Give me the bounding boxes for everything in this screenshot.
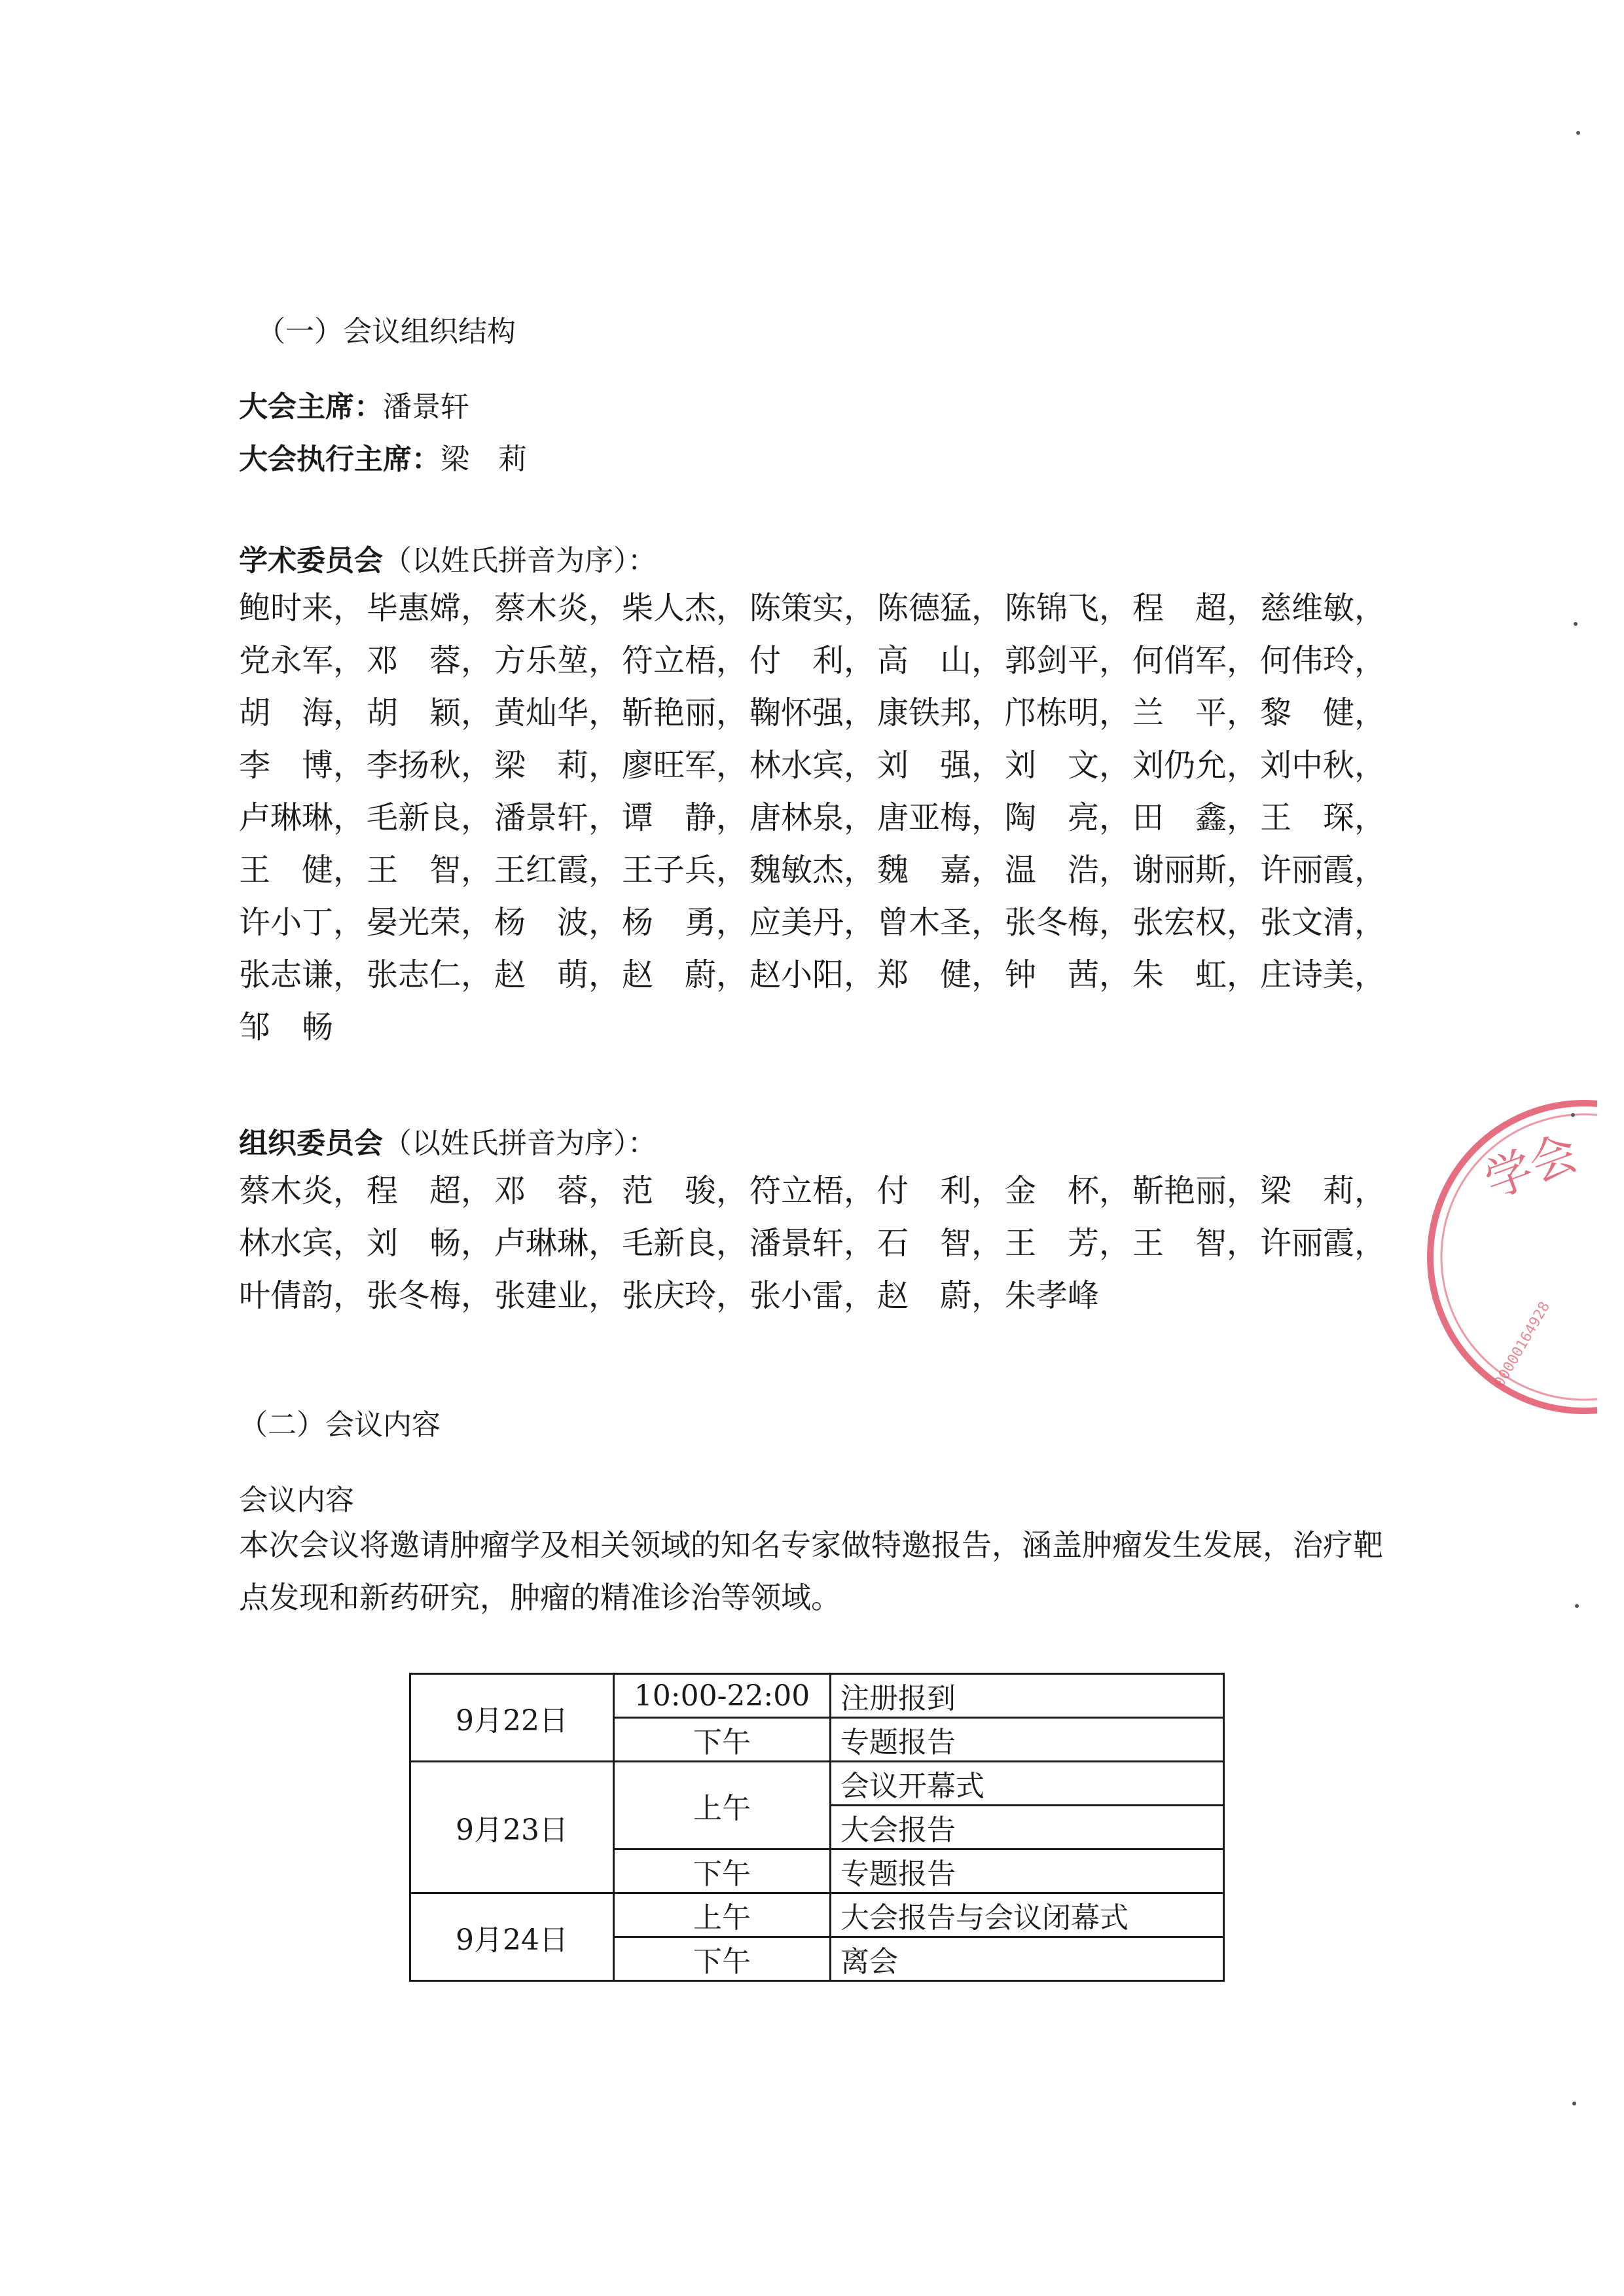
committee-member: 邓 蓉， xyxy=(494,1173,621,1209)
committee-member: 张宏权， xyxy=(1132,904,1259,941)
chair-line xyxy=(239,383,469,425)
committee-member: 赵 蔚， xyxy=(877,1277,1003,1314)
time-cell: 下午 xyxy=(614,1850,831,1893)
item-cell: 离会 xyxy=(831,1937,1224,1981)
committee-member: 卢琳琳， xyxy=(494,1225,621,1262)
committee-member: 陈策实， xyxy=(749,590,876,627)
committee-member: 毕惠嫦， xyxy=(367,590,493,627)
committee-member: 杨 勇， xyxy=(622,904,748,941)
committee-member: 程 超， xyxy=(367,1173,493,1209)
committee-member: 邝栋明， xyxy=(1005,695,1131,731)
scan-speck xyxy=(1574,622,1578,626)
date-cell: 9月24日 xyxy=(410,1893,614,1981)
committee-member: 张庆玲， xyxy=(622,1277,748,1314)
section1-title: （一）会议组织结构 xyxy=(257,315,516,348)
item-cell: 会议开幕式 xyxy=(831,1762,1224,1806)
committee-member: 李 博， xyxy=(239,747,365,784)
committee-member: 石 智， xyxy=(877,1225,1003,1262)
committee-member: 何俏军， xyxy=(1132,642,1259,679)
committee-member: 蔡木炎， xyxy=(494,590,621,627)
committee-member: 谭 静， xyxy=(622,799,748,836)
official-seal xyxy=(1388,1087,1597,1440)
committee-member: 唐林泉， xyxy=(749,799,876,836)
committee-member: 符立梧， xyxy=(749,1173,876,1209)
committee-member: 金 杯， xyxy=(1005,1173,1131,1209)
committee-member: 潘景轩， xyxy=(494,799,621,836)
item-cell: 大会报告与会议闭幕式 xyxy=(831,1893,1224,1937)
committee-member: 慈维敏， xyxy=(1260,590,1386,627)
committee-member: 叶倩韵， xyxy=(239,1277,365,1314)
item-cell: 专题报告 xyxy=(831,1850,1224,1893)
table-row xyxy=(410,1674,1224,1718)
committee-member: 高 山， xyxy=(877,642,1003,679)
committee-member: 曾木圣， xyxy=(877,904,1003,941)
committee-member: 黎 健， xyxy=(1260,695,1386,731)
organizing-committee-label: 组织委员会 xyxy=(239,1127,383,1160)
committee-member: 张冬梅， xyxy=(367,1277,493,1314)
committee-member: 王 智， xyxy=(367,852,493,888)
committee-member: 毛新良， xyxy=(367,799,493,836)
committee-member: 程 超， xyxy=(1132,590,1259,627)
committee-member: 廖旺军， xyxy=(622,747,748,784)
committee-member: 王 健， xyxy=(239,852,365,888)
committee-member: 许丽霞， xyxy=(1260,1225,1386,1262)
committee-member: 张志谦， xyxy=(239,957,365,993)
committee-member: 毛新良， xyxy=(622,1225,748,1262)
committee-member: 郑 健， xyxy=(877,957,1003,993)
time-cell: 下午 xyxy=(614,1718,831,1762)
committee-member: 林水宾， xyxy=(239,1225,365,1262)
committee-member: 郭剑平， xyxy=(1005,642,1131,679)
committee-member: 田 鑫， xyxy=(1132,799,1259,836)
committee-member: 刘 文， xyxy=(1005,747,1131,784)
committee-member: 晏光荣， xyxy=(367,904,493,941)
organizing-committee-title xyxy=(239,1120,657,1161)
section2-title: （二）会议内容 xyxy=(239,1408,441,1442)
committee-member: 蔡木炎， xyxy=(239,1173,365,1209)
exec-chair-label: 大会执行主席： xyxy=(239,443,441,476)
committee-member: 鞠怀强， xyxy=(749,695,876,731)
committee-member: 柴人杰， xyxy=(622,590,748,627)
scan-speck xyxy=(1575,1604,1579,1608)
committee-member: 唐亚梅， xyxy=(877,799,1003,836)
committee-member: 胡 海， xyxy=(239,695,365,731)
committee-member: 梁 莉， xyxy=(494,747,621,784)
committee-member: 胡 颖， xyxy=(367,695,493,731)
item-cell: 专题报告 xyxy=(831,1718,1224,1762)
seal-text: 学会 xyxy=(1477,1124,1585,1209)
committee-member: 王 芳， xyxy=(1005,1225,1131,1262)
committee-member: 范 骏， xyxy=(622,1173,748,1209)
organizing-committee-note: （以姓氏拼音为序）： xyxy=(383,1127,657,1160)
committee-member: 王 琛， xyxy=(1260,799,1386,836)
committee-member: 应美丹， xyxy=(749,904,876,941)
committee-member: 康铁邦， xyxy=(877,695,1003,731)
committee-member: 兰 平， xyxy=(1132,695,1259,731)
committee-member: 许小丁， xyxy=(239,904,365,941)
chair-name: 潘景轩 xyxy=(383,390,469,424)
committee-member: 潘景轩， xyxy=(749,1225,876,1262)
committee-member: 王红霞， xyxy=(494,852,621,888)
committee-member: 黄灿华， xyxy=(494,695,621,731)
committee-member: 张小雷， xyxy=(749,1277,876,1314)
committee-member: 张建业， xyxy=(494,1277,621,1314)
committee-member: 刘 强， xyxy=(877,747,1003,784)
committee-member: 赵 萌， xyxy=(494,957,621,993)
committee-member: 刘中秋， xyxy=(1260,747,1386,784)
committee-member: 朱 虹， xyxy=(1132,957,1259,993)
time-cell: 上午 xyxy=(614,1893,831,1937)
committee-member: 谢丽斯， xyxy=(1132,852,1259,888)
committee-member: 付 利， xyxy=(749,642,876,679)
academic-committee-title xyxy=(239,537,657,579)
committee-member: 张冬梅， xyxy=(1005,904,1131,941)
committee-member: 王子兵， xyxy=(622,852,748,888)
date-cell: 9月23日 xyxy=(410,1762,614,1893)
section2-paragraph: 本次会议将邀请肿瘤学及相关领域的知名专家做特邀报告，涵盖肿瘤发生发展，治疗靶点发现和新药研究，肿瘤的精准诊治等领域。 xyxy=(239,1527,1383,1615)
committee-member: 魏 嘉， xyxy=(877,852,1003,888)
committee-member: 方乐堃， xyxy=(494,642,621,679)
time-cell: 10:00-22:00 xyxy=(614,1674,831,1718)
committee-member: 陈德猛， xyxy=(877,590,1003,627)
committee-member: 朱孝峰 xyxy=(1005,1277,1100,1314)
table-row xyxy=(410,1762,1224,1806)
item-cell: 注册报到 xyxy=(831,1674,1224,1718)
seal-stamp-icon xyxy=(1388,1087,1597,1440)
committee-member: 何伟玲， xyxy=(1260,642,1386,679)
committee-member: 刘仍允， xyxy=(1132,747,1259,784)
table-row xyxy=(410,1893,1224,1937)
committee-member: 鲍时来， xyxy=(239,590,365,627)
committee-member: 陶 亮， xyxy=(1005,799,1131,836)
time-cell: 下午 xyxy=(614,1937,831,1981)
committee-member: 杨 波， xyxy=(494,904,621,941)
committee-member: 陈锦飞， xyxy=(1005,590,1131,627)
academic-committee-note: （以姓氏拼音为序）： xyxy=(383,544,657,577)
committee-member: 魏敏杰， xyxy=(749,852,876,888)
committee-member: 靳艳丽， xyxy=(1132,1173,1259,1209)
committee-member: 赵小阳， xyxy=(749,957,876,993)
seal-number: 00000164928 xyxy=(1491,1299,1554,1390)
committee-member: 林水宾， xyxy=(749,747,876,784)
section2-subtitle: 会议内容 xyxy=(239,1484,354,1517)
committee-member: 梁 莉， xyxy=(1260,1173,1386,1209)
committee-member: 李扬秋， xyxy=(367,747,493,784)
exec-chair-name: 梁 莉 xyxy=(441,443,527,476)
committee-member: 赵 蔚， xyxy=(622,957,748,993)
committee-member: 庄诗美， xyxy=(1260,957,1386,993)
committee-member: 王 智， xyxy=(1132,1225,1259,1262)
committee-member: 钟 茜， xyxy=(1005,957,1131,993)
committee-member: 卢琳琳， xyxy=(239,799,365,836)
committee-member: 张志仁， xyxy=(367,957,493,993)
schedule-table xyxy=(409,1673,1225,1982)
committee-member: 邓 蓉， xyxy=(367,642,493,679)
committee-member: 刘 畅， xyxy=(367,1225,493,1262)
academic-committee-label: 学术委员会 xyxy=(239,544,383,577)
chair-label: 大会主席： xyxy=(239,390,383,424)
scan-speck xyxy=(1571,1113,1575,1117)
committee-member: 付 利， xyxy=(877,1173,1003,1209)
committee-member: 符立梧， xyxy=(622,642,748,679)
committee-member: 邹 畅 xyxy=(239,1009,334,1046)
item-cell: 大会报告 xyxy=(831,1806,1224,1850)
committee-member: 靳艳丽， xyxy=(622,695,748,731)
time-cell: 上午 xyxy=(614,1762,831,1850)
scan-speck xyxy=(1572,2102,1576,2105)
committee-member: 温 浩， xyxy=(1005,852,1131,888)
date-cell: 9月22日 xyxy=(410,1674,614,1762)
committee-member: 张文清， xyxy=(1260,904,1386,941)
committee-member: 党永军， xyxy=(239,642,365,679)
committee-member: 许丽霞， xyxy=(1260,852,1386,888)
scan-speck xyxy=(1576,131,1580,135)
exec-chair-line xyxy=(239,435,527,477)
